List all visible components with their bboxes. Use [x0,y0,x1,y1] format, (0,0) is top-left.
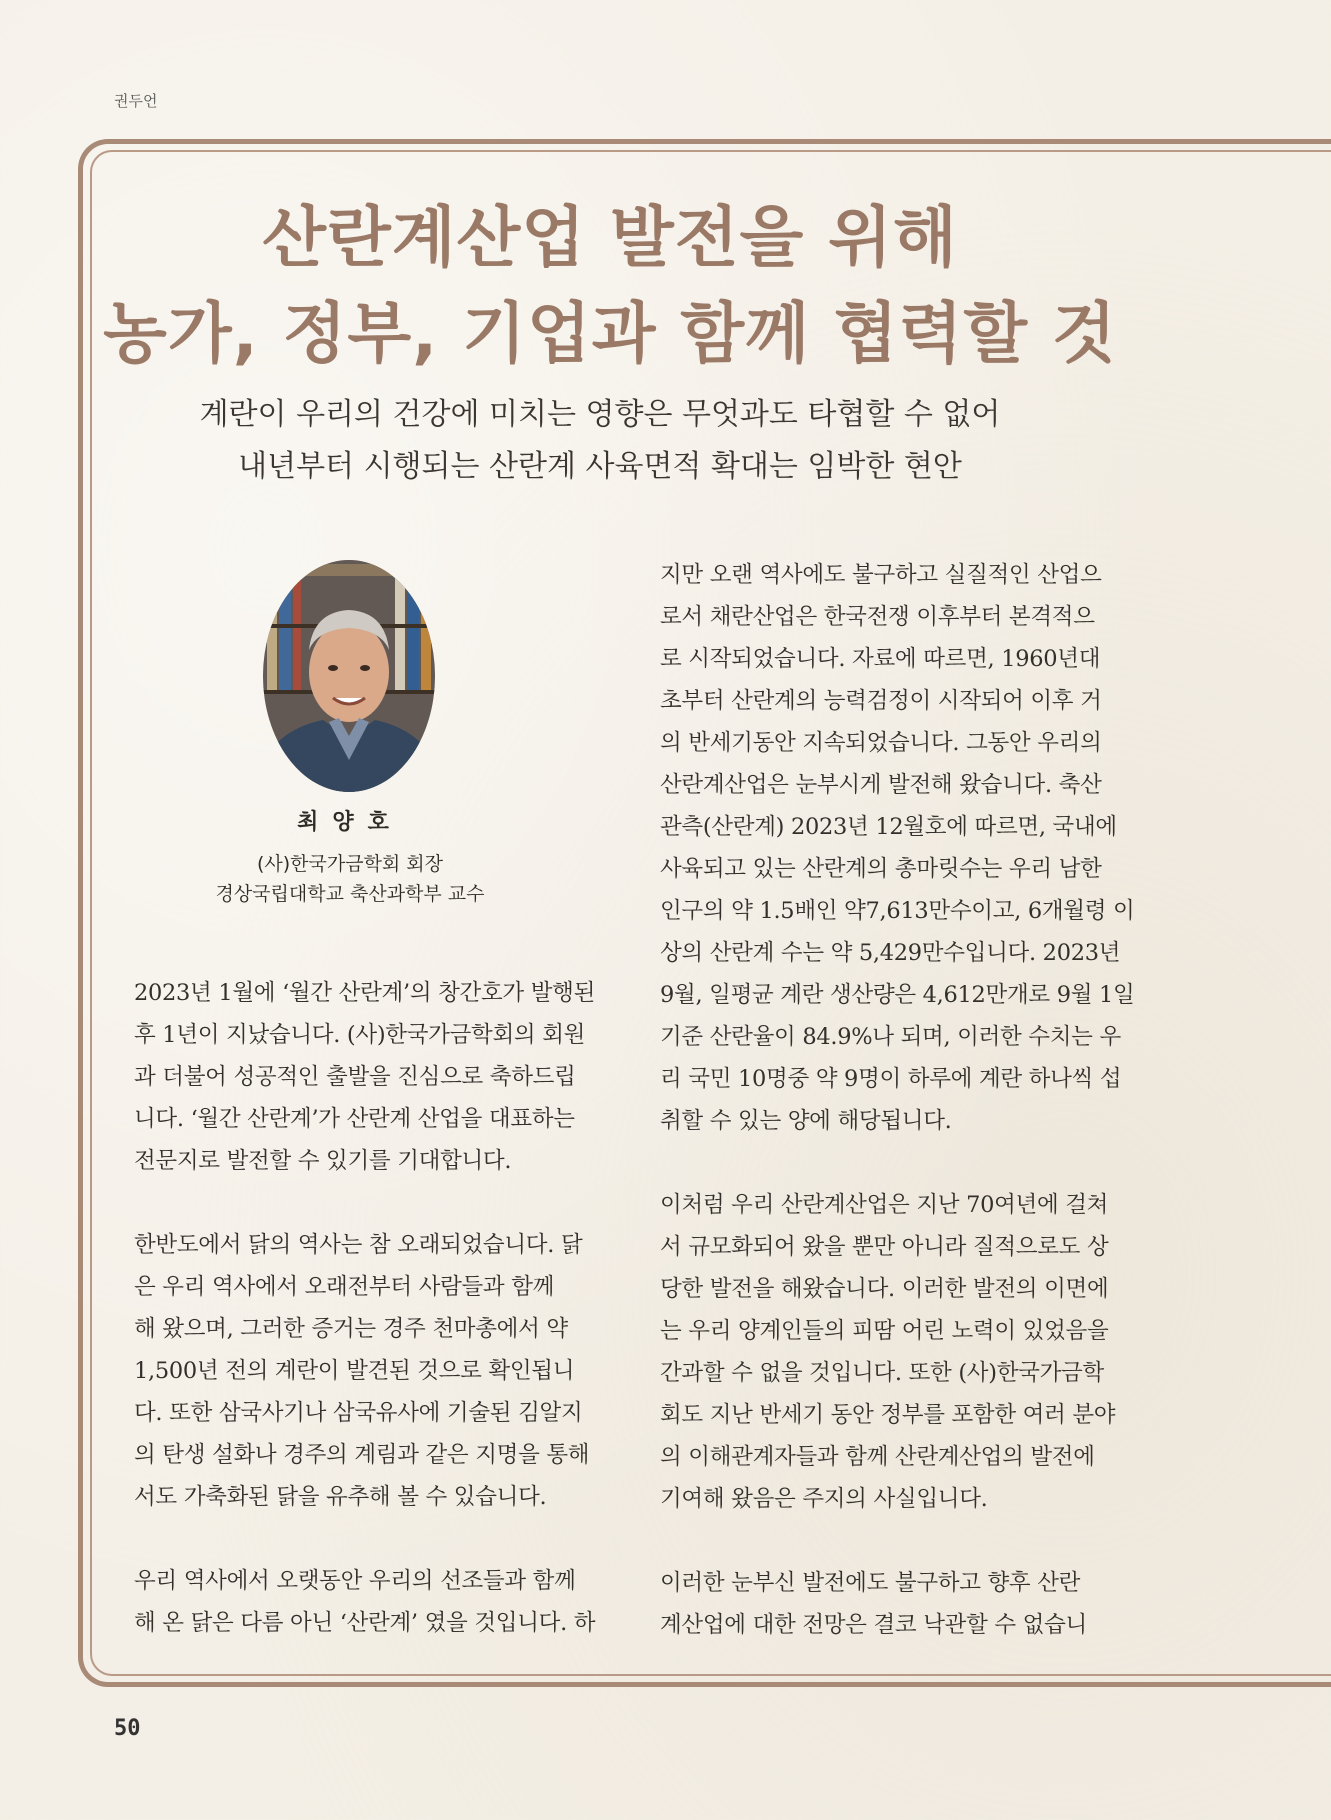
body-text-line: 취할 수 있는 양에 해당됩니다. [660,1108,952,1134]
body-text-line: 이러한 눈부신 발전에도 불구하고 향후 산란 [660,1570,1081,1596]
body-text-line: 는 우리 양계인들의 피땀 어린 노력이 있었음을 [660,1318,1109,1344]
body-paragraph [134,1224,612,1518]
author-affiliation-1: (사)한국가금학회 회장 [256,853,444,875]
body-text-line: 의 탄생 설화나 경주의 계림과 같은 지명을 통해 [134,1442,590,1468]
body-text-line: 서 규모화되어 왔을 뿐만 아니라 질적으로도 상 [660,1234,1109,1260]
body-column-left [134,972,612,1644]
body-paragraph [134,972,612,1182]
author-name: 최양호 [297,810,403,835]
body-text-line: 해 왔으며, 그러한 증거는 경주 천마총에서 약 [134,1316,568,1342]
body-text-line: 사육되고 있는 산란계의 총마릿수는 우리 남한 [660,856,1102,882]
author-portrait [263,560,435,792]
body-text-line: 이처럼 우리 산란계산업은 지난 70여년에 걸쳐 [660,1192,1109,1218]
article-title-line1: 산란계산업 발전을 위해 [262,199,958,276]
body-text-line: 은 우리 역사에서 오래전부터 사람들과 함께 [134,1274,555,1300]
body-text-line: 니다. ‘월간 산란계’가 산란계 산업을 대표하는 [134,1106,575,1132]
body-text-line: 해 온 닭은 다름 아닌 ‘산란계’ 였을 것입니다. 하 [134,1610,596,1636]
body-text-line: 계산업에 대한 전망은 결코 낙관할 수 없습니 [660,1612,1087,1638]
article-subtitle-line2: 내년부터 시행되는 산란계 사육면적 확대는 임박한 현안 [238,449,962,484]
body-text-line: 지만 오랜 역사에도 불구하고 실질적인 산업으 [660,562,1102,588]
section-label: 권두언 [114,92,158,110]
body-text-line: 서도 가축화된 닭을 유추해 볼 수 있습니다. [134,1484,547,1510]
author-affiliation-2: 경상국립대학교 축산과학부 교수 [215,883,485,905]
body-text-line: 2023년 1월에 ‘월간 산란계’의 창간호가 발행된 [134,980,596,1006]
page-number: 50 [114,1716,141,1741]
article-title-line2: 농가, 정부, 기업과 함께 협력할 것 [103,295,1117,372]
body-paragraph [660,1184,1138,1520]
body-text-line: 한반도에서 닭의 역사는 참 오래되었습니다. 닭 [134,1232,583,1258]
body-column-right [660,554,1138,1646]
body-text-line: 전문지로 발전할 수 있기를 기대합니다. [134,1148,512,1174]
body-text-line: 인구의 약 1.5배인 약7,613만수이고, 6개월령 이 [660,898,1135,924]
body-text-line: 9월, 일평균 계란 생산량은 4,612만개로 9월 1일 [660,982,1135,1008]
body-text-line: 우리 역사에서 오랫동안 우리의 선조들과 함께 [134,1568,576,1594]
author-portrait-image [263,560,435,792]
body-text-line: 다. 또한 삼국사기나 삼국유사에 기술된 김알지 [134,1400,583,1426]
body-text-line: 초부터 산란계의 능력검정이 시작되어 이후 거 [660,688,1102,714]
body-text-line: 1,500년 전의 계란이 발견된 것으로 확인됩니 [134,1358,575,1384]
body-text-line: 기준 산란율이 84.9%나 되며, 이러한 수치는 우 [660,1024,1121,1050]
body-text-line: 과 더불어 성공적인 출발을 진심으로 축하드립 [134,1064,576,1090]
body-text-line: 당한 발전을 해왔습니다. 이러한 발전의 이면에 [660,1276,1109,1302]
body-paragraph [660,554,1138,1142]
body-text-line: 의 이해관계자들과 함께 산란계산업의 발전에 [660,1444,1095,1470]
body-text-line: 관측(산란계) 2023년 12월호에 따르면, 국내에 [660,814,1117,840]
body-text-line: 상의 산란계 수는 약 5,429만수입니다. 2023년 [660,940,1121,966]
body-text-line: 로서 채란산업은 한국전쟁 이후부터 본격적으 [660,604,1095,630]
body-paragraph [660,1562,1138,1646]
body-text-line: 산란계산업은 눈부시게 발전해 왔습니다. 축산 [660,772,1102,798]
body-text-line: 후 1년이 지났습니다. (사)한국가금학회의 회원 [134,1022,586,1048]
body-text-line: 회도 지난 반세기 동안 정부를 포함한 여러 분야 [660,1402,1116,1428]
body-text-line: 의 반세기동안 지속되었습니다. 그동안 우리의 [660,730,1102,756]
body-text-line: 리 국민 10명중 약 9명이 하루에 계란 하나씩 섭 [660,1066,1122,1092]
body-text-line: 기여해 왔음은 주지의 사실입니다. [660,1486,988,1512]
article-subtitle-line1: 계란이 우리의 건강에 미치는 영향은 무엇과도 타협할 수 없어 [199,397,1001,432]
body-text-line: 로 시작되었습니다. 자료에 따르면, 1960년대 [660,646,1101,672]
body-text-line: 간과할 수 없을 것입니다. 또한 (사)한국가금학 [660,1360,1104,1386]
body-paragraph [134,1560,612,1644]
